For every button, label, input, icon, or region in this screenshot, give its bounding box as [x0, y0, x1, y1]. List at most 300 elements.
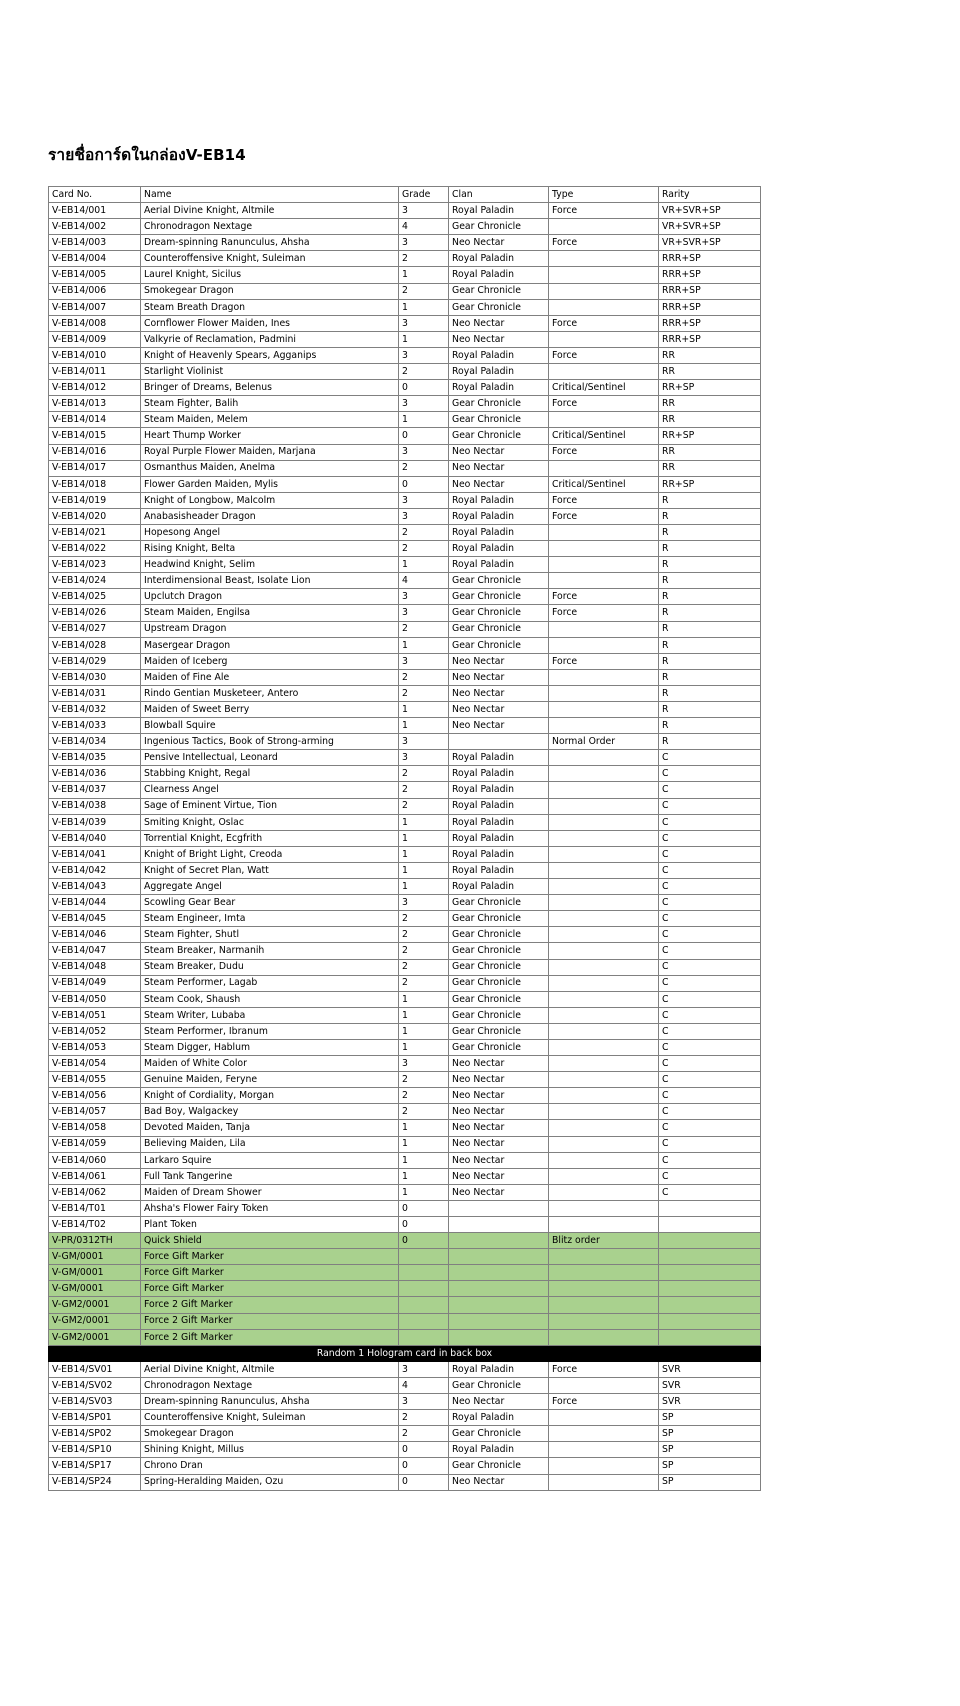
table-row: [49, 347, 761, 363]
cell-clan: Neo Nectar: [449, 1474, 549, 1490]
cell-rarity: [659, 1313, 761, 1329]
cell-type: Force: [549, 315, 659, 331]
column-header-clan: Clan: [449, 187, 549, 203]
table-row: [49, 1152, 761, 1168]
cell-type: Force: [549, 1394, 659, 1410]
cell-rarity: C: [659, 1104, 761, 1120]
table-row: [49, 959, 761, 975]
table-row: [49, 412, 761, 428]
cell-card-no: V-EB14/059: [49, 1136, 141, 1152]
cell-grade: 3: [399, 235, 449, 251]
cell-card-no: V-EB14/042: [49, 862, 141, 878]
cell-card-no: V-EB14/034: [49, 734, 141, 750]
cell-grade: 1: [399, 637, 449, 653]
cell-name: Larkaro Squire: [141, 1152, 399, 1168]
cell-card-no: V-GM/0001: [49, 1249, 141, 1265]
cell-clan: Royal Paladin: [449, 524, 549, 540]
cell-name: Force 2 Gift Marker: [141, 1297, 399, 1313]
cell-grade: 3: [399, 444, 449, 460]
cell-card-no: V-EB14/028: [49, 637, 141, 653]
cell-grade: 0: [399, 476, 449, 492]
table-row: [49, 203, 761, 219]
cell-rarity: RRR+SP: [659, 315, 761, 331]
cell-grade: 1: [399, 299, 449, 315]
cell-clan: Gear Chronicle: [449, 975, 549, 991]
cell-card-no: V-EB14/030: [49, 669, 141, 685]
cell-grade: 1: [399, 991, 449, 1007]
cell-clan: Royal Paladin: [449, 1361, 549, 1377]
cell-rarity: SP: [659, 1442, 761, 1458]
cell-name: Bringer of Dreams, Belenus: [141, 380, 399, 396]
cell-card-no: V-EB14/003: [49, 235, 141, 251]
cell-clan: Neo Nectar: [449, 1136, 549, 1152]
cell-type: [549, 1474, 659, 1490]
cell-type: [549, 364, 659, 380]
cell-grade: 4: [399, 219, 449, 235]
cell-card-no: V-EB14/SV01: [49, 1361, 141, 1377]
table-row: [49, 251, 761, 267]
cell-name: Royal Purple Flower Maiden, Marjana: [141, 444, 399, 460]
cell-rarity: [659, 1265, 761, 1281]
cell-rarity: [659, 1281, 761, 1297]
cell-card-no: V-EB14/046: [49, 927, 141, 943]
cell-clan: [449, 1281, 549, 1297]
cell-clan: Gear Chronicle: [449, 219, 549, 235]
table-row: [49, 1007, 761, 1023]
cell-name: Knight of Longbow, Malcolm: [141, 492, 399, 508]
cell-type: [549, 750, 659, 766]
cell-type: [549, 879, 659, 895]
cell-type: Force: [549, 347, 659, 363]
cell-rarity: [659, 1233, 761, 1249]
cell-name: Valkyrie of Reclamation, Padmini: [141, 331, 399, 347]
cell-card-no: V-EB14/002: [49, 219, 141, 235]
cell-grade: 2: [399, 460, 449, 476]
cell-type: [549, 927, 659, 943]
cell-rarity: R: [659, 573, 761, 589]
cell-card-no: V-EB14/024: [49, 573, 141, 589]
cell-clan: Royal Paladin: [449, 814, 549, 830]
cell-clan: [449, 1233, 549, 1249]
cell-clan: [449, 1329, 549, 1345]
cell-clan: Gear Chronicle: [449, 1007, 549, 1023]
cell-card-no: V-EB14/049: [49, 975, 141, 991]
table-row: [49, 573, 761, 589]
cell-clan: Neo Nectar: [449, 444, 549, 460]
cell-grade: 2: [399, 927, 449, 943]
cell-grade: 1: [399, 1168, 449, 1184]
cell-card-no: V-EB14/036: [49, 766, 141, 782]
cell-name: Steam Breaker, Narmanih: [141, 943, 399, 959]
cell-rarity: C: [659, 814, 761, 830]
table-row: [49, 299, 761, 315]
cell-card-no: V-EB14/T01: [49, 1200, 141, 1216]
cell-rarity: C: [659, 1152, 761, 1168]
cell-name: Sage of Eminent Virtue, Tion: [141, 798, 399, 814]
cell-type: [549, 219, 659, 235]
cell-type: [549, 846, 659, 862]
table-row: [49, 895, 761, 911]
cell-name: Knight of Bright Light, Creoda: [141, 846, 399, 862]
cell-card-no: V-EB14/014: [49, 412, 141, 428]
cell-type: [549, 1039, 659, 1055]
cell-card-no: V-EB14/SV03: [49, 1394, 141, 1410]
table-row: [49, 734, 761, 750]
cell-clan: Royal Paladin: [449, 492, 549, 508]
cell-name: Maiden of Dream Shower: [141, 1184, 399, 1200]
cell-name: Maiden of Fine Ale: [141, 669, 399, 685]
cell-type: [549, 1088, 659, 1104]
cell-type: [549, 685, 659, 701]
cell-card-no: V-EB14/041: [49, 846, 141, 862]
cell-clan: Gear Chronicle: [449, 428, 549, 444]
cell-name: Steam Fighter, Balih: [141, 396, 399, 412]
cell-type: [549, 621, 659, 637]
cell-type: [549, 1281, 659, 1297]
cell-type: Force: [549, 653, 659, 669]
cell-card-no: V-EB14/060: [49, 1152, 141, 1168]
cell-name: Bad Boy, Walgackey: [141, 1104, 399, 1120]
cell-name: Maiden of Sweet Berry: [141, 702, 399, 718]
cell-name: Plant Token: [141, 1217, 399, 1233]
cell-card-no: V-GM/0001: [49, 1281, 141, 1297]
cell-clan: [449, 1217, 549, 1233]
cell-card-no: V-EB14/006: [49, 283, 141, 299]
cell-name: Ingenious Tactics, Book of Strong-arming: [141, 734, 399, 750]
cell-grade: 2: [399, 251, 449, 267]
cell-card-no: V-EB14/SP02: [49, 1426, 141, 1442]
cell-type: Force: [549, 203, 659, 219]
cell-card-no: V-EB14/031: [49, 685, 141, 701]
table-row: [49, 396, 761, 412]
cell-card-no: V-EB14/038: [49, 798, 141, 814]
cell-clan: Gear Chronicle: [449, 1426, 549, 1442]
cell-type: [549, 1249, 659, 1265]
table-row: [49, 718, 761, 734]
cell-rarity: R: [659, 557, 761, 573]
cell-type: Force: [549, 444, 659, 460]
cell-name: Steam Breath Dragon: [141, 299, 399, 315]
table-row: [49, 991, 761, 1007]
cell-card-no: V-EB14/027: [49, 621, 141, 637]
cell-clan: Royal Paladin: [449, 830, 549, 846]
cell-rarity: C: [659, 846, 761, 862]
cell-card-no: V-EB14/040: [49, 830, 141, 846]
cell-clan: Royal Paladin: [449, 508, 549, 524]
cell-clan: Gear Chronicle: [449, 299, 549, 315]
cell-grade: 3: [399, 1361, 449, 1377]
page-title-thai: รายชื่อการ์ดในกล่อง: [48, 146, 186, 164]
table-header-row: [49, 187, 761, 203]
cell-rarity: RRR+SP: [659, 283, 761, 299]
cell-rarity: R: [659, 734, 761, 750]
cell-card-no: V-EB14/047: [49, 943, 141, 959]
cell-grade: 2: [399, 685, 449, 701]
table-row: [49, 766, 761, 782]
cell-clan: Gear Chronicle: [449, 396, 549, 412]
cell-type: Force: [549, 508, 659, 524]
cell-card-no: V-GM/0001: [49, 1265, 141, 1281]
cell-name: Starlight Violinist: [141, 364, 399, 380]
cell-card-no: V-EB14/022: [49, 541, 141, 557]
cell-clan: Neo Nectar: [449, 1056, 549, 1072]
cell-type: [549, 943, 659, 959]
table-row: [49, 605, 761, 621]
cell-name: Force Gift Marker: [141, 1265, 399, 1281]
cell-clan: Gear Chronicle: [449, 589, 549, 605]
cell-clan: Neo Nectar: [449, 1120, 549, 1136]
cell-grade: [399, 1313, 449, 1329]
cell-clan: Royal Paladin: [449, 750, 549, 766]
cell-card-no: V-EB14/SP10: [49, 1442, 141, 1458]
cell-name: Interdimensional Beast, Isolate Lion: [141, 573, 399, 589]
table-row-hologram: [49, 1458, 761, 1474]
cell-card-no: V-EB14/021: [49, 524, 141, 540]
table-row-hologram: [49, 1410, 761, 1426]
cell-type: Critical/Sentinel: [549, 380, 659, 396]
cell-type: [549, 1104, 659, 1120]
cell-clan: Gear Chronicle: [449, 1458, 549, 1474]
cell-rarity: RRR+SP: [659, 299, 761, 315]
cell-card-no: V-EB14/061: [49, 1168, 141, 1184]
cell-type: [549, 1265, 659, 1281]
cell-grade: 3: [399, 750, 449, 766]
cell-card-no: V-EB14/011: [49, 364, 141, 380]
cell-rarity: SP: [659, 1410, 761, 1426]
cell-rarity: RR+SP: [659, 476, 761, 492]
column-header-rarity: Rarity: [659, 187, 761, 203]
cell-rarity: C: [659, 830, 761, 846]
cell-card-no: V-GM2/0001: [49, 1329, 141, 1345]
table-row-promo: [49, 1329, 761, 1345]
cell-grade: 1: [399, 830, 449, 846]
cell-rarity: C: [659, 1184, 761, 1200]
cell-type: Force: [549, 1361, 659, 1377]
cell-grade: 0: [399, 1458, 449, 1474]
cell-clan: [449, 1200, 549, 1216]
cell-name: Aggregate Angel: [141, 879, 399, 895]
cell-rarity: SVR: [659, 1394, 761, 1410]
cell-type: [549, 460, 659, 476]
cell-clan: Royal Paladin: [449, 347, 549, 363]
table-row: [49, 444, 761, 460]
cell-type: Critical/Sentinel: [549, 476, 659, 492]
cell-clan: Gear Chronicle: [449, 637, 549, 653]
cell-type: [549, 959, 659, 975]
table-row: [49, 476, 761, 492]
page-title-set: V-EB14: [185, 146, 246, 164]
cell-card-no: V-EB14/010: [49, 347, 141, 363]
cell-clan: Gear Chronicle: [449, 911, 549, 927]
cell-grade: 1: [399, 1184, 449, 1200]
cell-rarity: R: [659, 492, 761, 508]
hologram-banner-label: Random 1 Hologram card in back box: [49, 1345, 761, 1361]
cell-clan: Gear Chronicle: [449, 412, 549, 428]
cell-type: [549, 1023, 659, 1039]
cell-grade: 1: [399, 1152, 449, 1168]
cell-clan: Neo Nectar: [449, 476, 549, 492]
table-row: [49, 814, 761, 830]
cell-grade: 3: [399, 347, 449, 363]
cell-rarity: RR: [659, 396, 761, 412]
cell-rarity: RR+SP: [659, 380, 761, 396]
cell-type: [549, 895, 659, 911]
cell-card-no: V-EB14/050: [49, 991, 141, 1007]
cell-card-no: V-EB14/016: [49, 444, 141, 460]
cell-rarity: R: [659, 524, 761, 540]
cell-type: [549, 830, 659, 846]
cell-name: Chronodragon Nextage: [141, 1377, 399, 1393]
cell-rarity: R: [659, 685, 761, 701]
cell-name: Steam Breaker, Dudu: [141, 959, 399, 975]
cell-name: Rindo Gentian Musketeer, Antero: [141, 685, 399, 701]
table-row: [49, 1200, 761, 1216]
table-row: [49, 879, 761, 895]
cell-clan: Royal Paladin: [449, 557, 549, 573]
cell-name: Pensive Intellectual, Leonard: [141, 750, 399, 766]
cell-clan: Royal Paladin: [449, 766, 549, 782]
cell-type: Force: [549, 235, 659, 251]
cell-clan: Gear Chronicle: [449, 605, 549, 621]
cell-type: [549, 267, 659, 283]
cell-type: [549, 541, 659, 557]
cell-type: [549, 1152, 659, 1168]
cell-card-no: V-EB14/023: [49, 557, 141, 573]
cell-card-no: V-EB14/004: [49, 251, 141, 267]
table-row: [49, 380, 761, 396]
cell-clan: Neo Nectar: [449, 315, 549, 331]
cell-clan: Neo Nectar: [449, 460, 549, 476]
cell-clan: Royal Paladin: [449, 879, 549, 895]
cell-rarity: C: [659, 1007, 761, 1023]
cell-clan: Neo Nectar: [449, 1184, 549, 1200]
table-row: [49, 524, 761, 540]
cell-name: Clearness Angel: [141, 782, 399, 798]
cell-name: Stabbing Knight, Regal: [141, 766, 399, 782]
cell-type: [549, 991, 659, 1007]
cell-name: Hopesong Angel: [141, 524, 399, 540]
cell-grade: 3: [399, 589, 449, 605]
cell-name: Force 2 Gift Marker: [141, 1329, 399, 1345]
cell-clan: Neo Nectar: [449, 235, 549, 251]
cell-type: [549, 331, 659, 347]
cell-grade: 2: [399, 1426, 449, 1442]
cell-card-no: V-EB14/054: [49, 1056, 141, 1072]
cell-clan: Neo Nectar: [449, 1152, 549, 1168]
cell-grade: 1: [399, 557, 449, 573]
table-row: [49, 637, 761, 653]
cell-type: [549, 911, 659, 927]
cell-grade: 3: [399, 492, 449, 508]
cell-type: [549, 1007, 659, 1023]
table-row: [49, 508, 761, 524]
cell-clan: Royal Paladin: [449, 798, 549, 814]
cell-name: Scowling Gear Bear: [141, 895, 399, 911]
table-row: [49, 1136, 761, 1152]
cell-type: [549, 798, 659, 814]
cell-grade: [399, 1297, 449, 1313]
table-row: [49, 798, 761, 814]
cell-card-no: V-EB14/037: [49, 782, 141, 798]
table-row: [49, 460, 761, 476]
table-row: [49, 927, 761, 943]
cell-grade: 2: [399, 1104, 449, 1120]
table-row: [49, 621, 761, 637]
cell-grade: 2: [399, 1088, 449, 1104]
cell-name: Shining Knight, Millus: [141, 1442, 399, 1458]
cell-name: Blowball Squire: [141, 718, 399, 734]
cell-rarity: SVR: [659, 1361, 761, 1377]
cell-grade: 1: [399, 331, 449, 347]
cell-type: [549, 1377, 659, 1393]
table-row: [49, 830, 761, 846]
cell-name: Maiden of White Color: [141, 1056, 399, 1072]
cell-rarity: R: [659, 541, 761, 557]
cell-name: Torrential Knight, Ecgfrith: [141, 830, 399, 846]
table-row: [49, 750, 761, 766]
table-row: [49, 911, 761, 927]
cell-rarity: C: [659, 1023, 761, 1039]
cell-type: [549, 1426, 659, 1442]
cell-name: Devoted Maiden, Tanja: [141, 1120, 399, 1136]
cell-type: [549, 1410, 659, 1426]
table-row-promo: [49, 1297, 761, 1313]
cell-type: Force: [549, 396, 659, 412]
cell-card-no: V-EB14/008: [49, 315, 141, 331]
cell-grade: 2: [399, 911, 449, 927]
cell-name: Dream-spinning Ranunculus, Ahsha: [141, 1394, 399, 1410]
cell-clan: [449, 1313, 549, 1329]
cell-clan: [449, 1297, 549, 1313]
cell-name: Spring-Heralding Maiden, Ozu: [141, 1474, 399, 1490]
table-row: [49, 428, 761, 444]
cell-rarity: C: [659, 911, 761, 927]
cell-card-no: V-EB14/033: [49, 718, 141, 734]
cell-card-no: V-EB14/056: [49, 1088, 141, 1104]
cell-grade: 2: [399, 283, 449, 299]
column-header-grade: Grade: [399, 187, 449, 203]
cell-card-no: V-EB14/058: [49, 1120, 141, 1136]
cell-clan: Neo Nectar: [449, 1072, 549, 1088]
cell-type: [549, 1297, 659, 1313]
cell-rarity: VR+SVR+SP: [659, 235, 761, 251]
cell-rarity: R: [659, 718, 761, 734]
cell-grade: 1: [399, 1039, 449, 1055]
cell-name: Osmanthus Maiden, Anelma: [141, 460, 399, 476]
table-row: [49, 1039, 761, 1055]
cell-card-no: V-EB14/SP01: [49, 1410, 141, 1426]
cell-grade: 0: [399, 1233, 449, 1249]
cell-name: Knight of Secret Plan, Watt: [141, 862, 399, 878]
cell-rarity: R: [659, 653, 761, 669]
table-row: [49, 782, 761, 798]
cell-type: [549, 702, 659, 718]
cell-name: Flower Garden Maiden, Mylis: [141, 476, 399, 492]
cell-name: Steam Performer, Lagab: [141, 975, 399, 991]
cell-type: [549, 1313, 659, 1329]
cell-rarity: R: [659, 508, 761, 524]
cell-grade: 1: [399, 1007, 449, 1023]
cell-card-no: V-EB14/001: [49, 203, 141, 219]
cell-card-no: V-EB14/015: [49, 428, 141, 444]
cell-name: Steam Performer, Ibranum: [141, 1023, 399, 1039]
cell-card-no: V-EB14/012: [49, 380, 141, 396]
cell-name: Knight of Heavenly Spears, Agganips: [141, 347, 399, 363]
table-row-promo: [49, 1265, 761, 1281]
cell-type: Force: [549, 589, 659, 605]
table-row: [49, 702, 761, 718]
cell-rarity: C: [659, 1039, 761, 1055]
